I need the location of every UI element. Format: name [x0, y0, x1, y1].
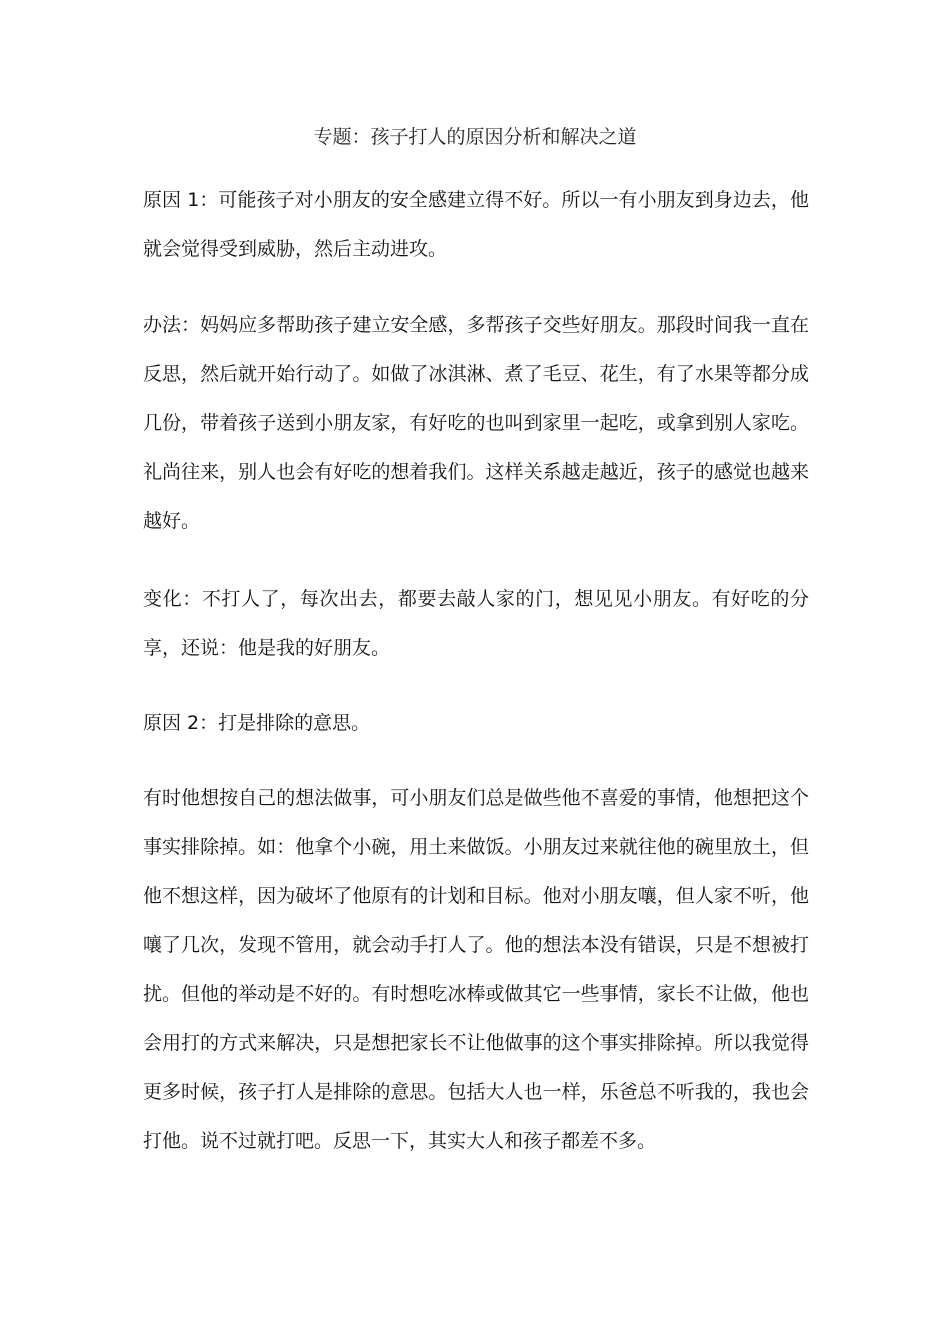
paragraph-explanation: 有时他想按自己的想法做事，可小朋友们总是做些他不喜爱的事情，他想把这个事实排除掉。如：他拿个小碗，用土来做饭。小朋友过来就往他的碗里放土，但他不想这样，因为破坏了他原有的计划和目标。他对小朋友嚷，但人家不听，他嚷了几次，发现不管用，就会动手打人了。他的想法本没有错误，只是不想被打扰。但他的举动是不好的。有时想吃冰棒或做其它一些事情，家长不让做，他也会用打的方式来解决，只是想把家长不让他做事的这个事实排除掉。所以我觉得更多时候，孩子打人是排除的意思。包括大人也一样，乐爸总不听我的，我也会打他。说不过就打吧。反思一下，其实大人和孩子都差不多。	[143, 787, 809, 1152]
page-title: 专题：孩子打人的原因分析和解决之道	[313, 126, 637, 148]
paragraph-cause-2: 原因 2：打是排除的意思。	[143, 712, 371, 734]
paragraph-change: 变化：不打人了，每次出去，都要去敲人家的门，想见见小朋友。有好吃的分享，还说：他是我的好朋友。	[143, 588, 809, 659]
paragraph-cause-1: 原因 1：可能孩子对小朋友的安全感建立得不好。所以一有小朋友到身边去，他就会觉得受到威胁，然后主动进攻。	[143, 189, 809, 260]
paragraph-solution: 办法：妈妈应多帮助孩子建立安全感，多帮孩子交些好朋友。那段时间我一直在反思，然后就开始行动了。如做了冰淇淋、煮了毛豆、花生，有了水果等都分成几份，带着孩子送到小朋友家，有好吃的也叫到家里一起吃，或拿到别人家吃。礼尚往来，别人也会有好吃的想着我们。这样关系越走越近，孩子的感觉也越来越好。	[143, 314, 809, 532]
